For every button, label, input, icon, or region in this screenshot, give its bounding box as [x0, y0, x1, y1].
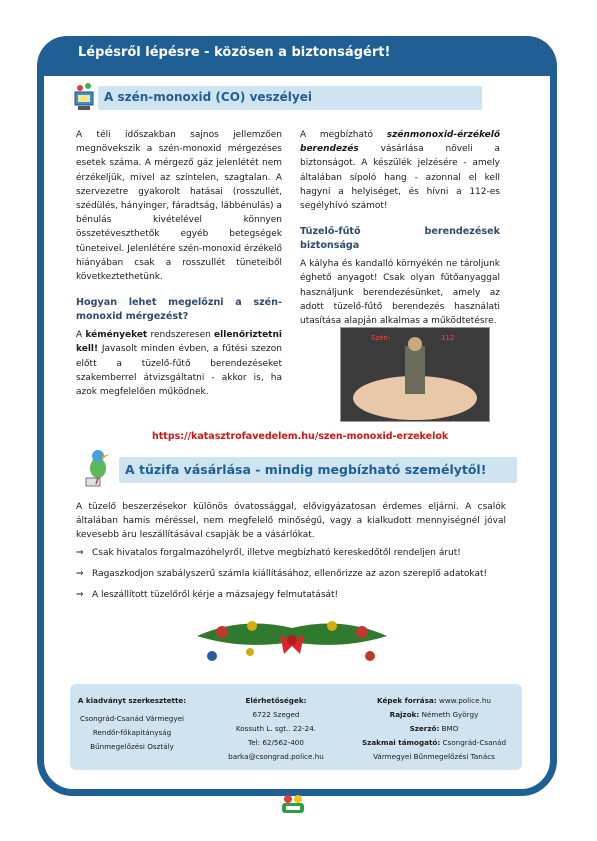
credit-author: [352, 722, 516, 736]
prevention-text-check: ellenőriztetni kell!: [76, 330, 282, 355]
credit-images: [352, 694, 516, 708]
contact-line: Tel: 62/562-400: [248, 738, 304, 747]
photo-text-right: 112: [441, 334, 455, 342]
co-intro-paragraph: A téli időszakban sajnos jellemzően megnövekszik a szén-monoxid mérgezéses esetek száma. A mérgező gáz jelenlétét nem érzékeljük, mivel az színtelen, szagtalan. A szervezetre gyakorolt hatásai (rosszullét, szédülés, hányinger, fáradtság, lábbénulás) a bénulás kivételével könnyen összetéveszthetők egyéb betegségek tüneteivel. Jelenlétére szén-monoxid érzékelő hiányában csak a rosszullét tüneteiből következtethetünk.: [76, 130, 282, 283]
prevention-text-c: rendszeresen: [147, 330, 215, 341]
detector-text-device: szénmonoxid-érzékelő berendezés: [300, 130, 500, 155]
co-detector-photo: [340, 327, 490, 422]
credit-drawings: [352, 708, 516, 722]
arrow-icon: ⇒: [76, 590, 84, 600]
arrow-icon: ⇒: [76, 548, 84, 558]
credit-label: Rajzok:: [389, 710, 420, 719]
detector-text-c: vásárlása növeli a biztonságot. A készülék jelzésére - amely általában sípoló hang - azonnal el kell hagyni a helyiséget, és hívni a 112-es segélyhívó számot!: [300, 144, 500, 212]
prevention-heading: Hogyan lehet megelőzni a szén-monoxid mérgezést?: [76, 297, 282, 323]
christmas-garland-icon: [192, 606, 392, 668]
section-firewood-banner: [119, 457, 517, 483]
credit-support: [352, 736, 516, 750]
photo-text-left: Szén-: [371, 334, 391, 342]
list-item-text: Ragaszkodjon szabályszerű számla kiállításához, ellenőrizze az azon szereplő adatokat!: [92, 569, 488, 579]
detector-paragraph: [300, 128, 500, 213]
prevention-text-a: A: [76, 330, 86, 341]
prevention-paragraph: [76, 328, 282, 399]
section-co-title: A szén-monoxid (CO) veszélyei: [104, 90, 312, 104]
bird-mascot-icon: [80, 448, 116, 488]
credit-value: Csongrád-Csanád: [440, 738, 507, 747]
arrow-icon: ⇒: [76, 569, 84, 579]
section-firewood-title: A tűzifa vásárlása - mindig megbízható személytől!: [125, 462, 487, 477]
publisher-line: Bűnmegelőzési Osztály: [90, 742, 174, 751]
list-item: [76, 590, 338, 600]
footer-publisher: [70, 694, 194, 754]
firewood-intro-paragraph: A tüzelő beszerzésekor különös óvatossággal, elővigyázatosan érdemes eljárni. A csalók általában hamis méréssel, nem megfelelő minőségű, vagy a kialkudott mennyiségnél jóval kevesebb áru leszállításával csapják be a vásárlókat.: [76, 502, 506, 540]
credit-label: Szerző:: [409, 724, 440, 733]
heating-safety-paragraph: A kályha és kandalló környékén ne tároljunk éghető anyagot! Csak olyan fűtőanyaggal használjunk berendezésünket, amely az adott tüzelő-fűtő berendezés használati utasítása alapján alkalmas a működtetésre.: [300, 259, 500, 327]
detectors-link[interactable]: https://katasztrofavedelem.hu/szen-monoxid-erzekelok: [152, 431, 449, 442]
contact-email[interactable]: barka@csongrad.police.hu: [228, 752, 324, 761]
left-column: [76, 128, 282, 399]
credit-label: Képek forrása:: [377, 696, 437, 705]
contact-heading: Elérhetőségek:: [245, 696, 307, 705]
police-logo-icon: [279, 793, 307, 815]
publisher-heading: A kiadványt szerkesztette:: [77, 696, 187, 705]
credit-value: Németh György: [419, 710, 479, 719]
page-title: Lépésről lépésre - közösen a biztonságért!: [78, 45, 391, 60]
credit-value: BMO: [439, 724, 459, 733]
credit-support-line2: Vármegyei Bűnmegelőzési Tanács: [373, 752, 495, 761]
contact-line: Kossuth L. sgt.. 22-24.: [235, 724, 317, 733]
credit-value: www.police.hu: [436, 696, 491, 705]
prevention-text-chimneys: kéményeket: [85, 330, 148, 341]
right-column: [300, 128, 500, 328]
list-item: [76, 569, 487, 579]
footer-contact: [210, 694, 342, 764]
publisher-line: Rendőr-főkapitányság: [92, 728, 172, 737]
section-co-banner: [98, 86, 482, 110]
list-item: [76, 548, 461, 558]
contact-line: 6722 Szeged: [252, 710, 300, 719]
heating-safety-heading: Tüzelő-fűtő berendezések biztonsága: [300, 226, 500, 252]
list-item-text: A leszállított tüzelőről kérje a mázsajegy felmutatását!: [92, 590, 339, 600]
footer-box: [70, 684, 522, 770]
prevention-text-e: Javasolt minden évben, a fűtési szezon előtt a tüzelő-fűtő berendezéseket szakemberrel átvizsgáltatni - akkor is, ha azok megfelelően működnek.: [76, 344, 282, 398]
credit-label: Szakmai támogató:: [361, 738, 441, 747]
computer-mascot-icon: [72, 80, 98, 112]
detector-text-a: A megbízható: [300, 130, 387, 140]
list-item-text: Csak hivatalos forgalmazóhelyről, illetve megbízható kereskedőtől rendeljen árut!: [92, 548, 461, 558]
footer-credits: [352, 694, 516, 764]
publisher-line: Csongrád-Csanád Vármegyei: [79, 714, 185, 723]
